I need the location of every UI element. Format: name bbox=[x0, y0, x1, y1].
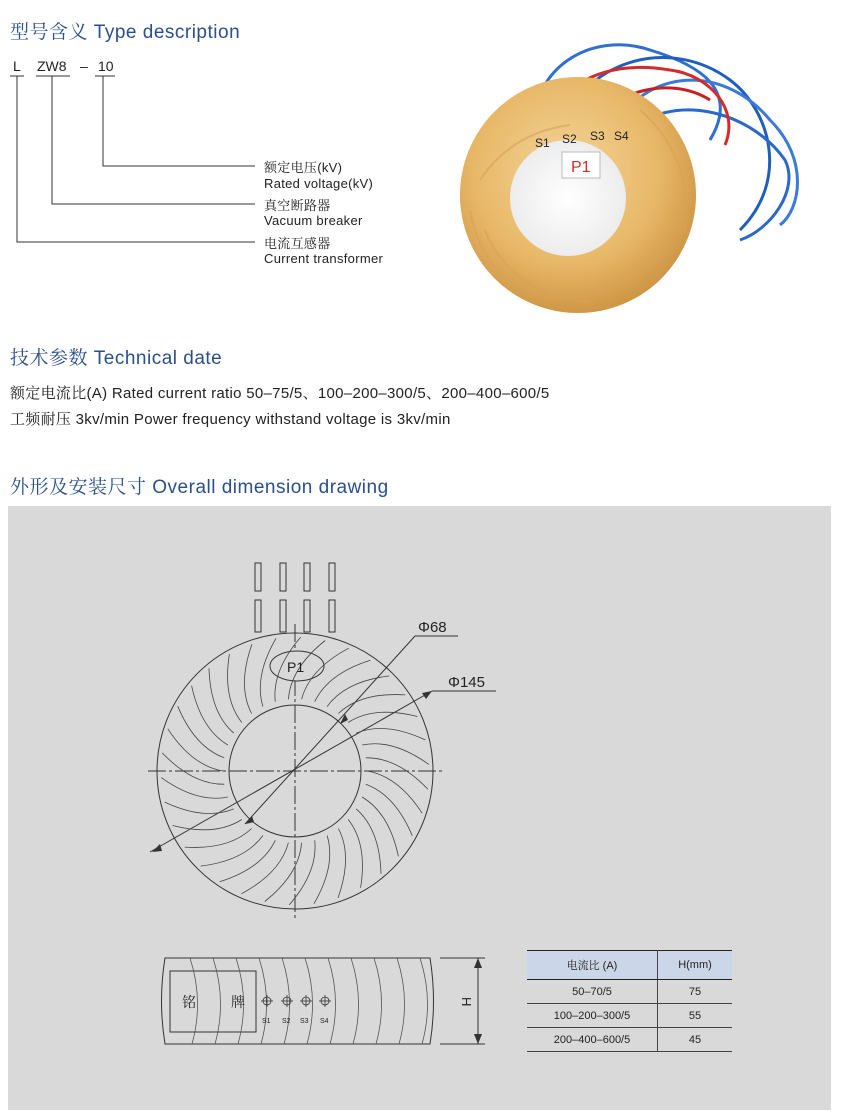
side-winding-line bbox=[374, 958, 382, 1044]
side-winding-line bbox=[351, 958, 359, 1044]
vacuum-breaker-en: Vacuum breaker bbox=[264, 213, 363, 228]
model-code-leader-lines bbox=[0, 0, 270, 250]
product-photo bbox=[440, 30, 840, 330]
winding-arc bbox=[356, 728, 425, 739]
table-row bbox=[527, 1004, 732, 1028]
phi-inner-label: Φ68 bbox=[418, 619, 447, 636]
vacuum-breaker-cn: 真空断路器 bbox=[264, 198, 331, 213]
ratio-height-table bbox=[527, 950, 732, 1052]
winding-arc bbox=[168, 729, 223, 771]
dimension-drawing-heading: 外形及安装尺寸 Overall dimension drawing bbox=[10, 477, 389, 498]
side-s3-label: S3 bbox=[300, 1018, 309, 1025]
table-header-row bbox=[527, 951, 732, 980]
winding-arc bbox=[338, 829, 346, 898]
winding-arc bbox=[265, 843, 302, 902]
winding-arc bbox=[348, 820, 362, 888]
winding-arc bbox=[362, 744, 429, 765]
code-zw8: ZW8 bbox=[37, 58, 67, 74]
ratio-cell: 200–400–600/5 bbox=[527, 1028, 658, 1052]
side-winding-line bbox=[420, 958, 428, 1044]
winding-arc bbox=[289, 840, 315, 905]
code-l: L bbox=[13, 58, 21, 74]
drawing-p1-label: P1 bbox=[287, 659, 305, 675]
photo-terminal-s3: S3 bbox=[590, 129, 605, 143]
photo-terminal-s1: S1 bbox=[535, 136, 550, 150]
winding-arc bbox=[209, 668, 234, 733]
code-10: 10 bbox=[98, 58, 114, 74]
winding-arc bbox=[348, 712, 417, 722]
type-description-heading: 型号含义 Type description bbox=[10, 22, 241, 43]
header-h: H(mm) bbox=[658, 951, 733, 980]
h-cell: 75 bbox=[658, 980, 733, 1004]
winding-arc bbox=[220, 840, 276, 882]
winding-arc bbox=[228, 654, 242, 722]
winding-arc bbox=[185, 829, 252, 848]
photo-p1-label: P1 bbox=[571, 159, 591, 176]
winding-arc bbox=[327, 676, 389, 707]
winding-arc bbox=[356, 809, 381, 874]
rated-voltage-cn: 额定电压(kV) bbox=[264, 160, 343, 175]
header-ratio: 电流比 (A) bbox=[527, 951, 658, 980]
winding-arc bbox=[201, 836, 263, 867]
side-s1-label: S1 bbox=[262, 1018, 271, 1025]
ratio-cell: 50–70/5 bbox=[527, 980, 658, 1004]
rated-voltage-en: Rated voltage(kV) bbox=[264, 176, 374, 191]
height-h-label: H bbox=[459, 997, 474, 1007]
h-cell: 55 bbox=[658, 1004, 733, 1028]
winding-arc bbox=[338, 695, 405, 714]
side-s4-label: S4 bbox=[320, 1018, 329, 1025]
rated-current-ratio-text: 额定电流比(A) Rated current ratio 50–75/5、100–200–300/5、200–400–600/5 bbox=[10, 385, 550, 402]
code-dash: – bbox=[80, 58, 88, 74]
withstand-voltage-text: 工频耐压 3kv/min Power frequency withstand voltage is 3kv/min bbox=[10, 411, 451, 428]
current-transformer-en: Current transformer bbox=[264, 251, 384, 266]
winding-arc bbox=[362, 797, 398, 856]
winding-arc bbox=[244, 644, 252, 713]
nameplate-left-char: 铭 bbox=[182, 994, 196, 1010]
winding-arc bbox=[161, 778, 228, 799]
table-row bbox=[527, 980, 732, 1004]
side-winding-line bbox=[397, 958, 405, 1044]
table-row bbox=[527, 1028, 732, 1052]
nameplate-right-char: 牌 bbox=[231, 994, 245, 1010]
photo-terminal-s4: S4 bbox=[614, 129, 629, 143]
phi-outer-label: Φ145 bbox=[448, 674, 485, 691]
h-cell: 45 bbox=[658, 1028, 733, 1052]
winding-arc bbox=[314, 836, 330, 904]
photo-terminal-s2: S2 bbox=[562, 132, 577, 146]
side-s2-label: S2 bbox=[282, 1018, 291, 1025]
winding-arc bbox=[173, 820, 242, 830]
technical-data-heading: 技术参数 Technical date bbox=[10, 348, 223, 369]
ratio-cell: 100–200–300/5 bbox=[527, 1004, 658, 1028]
winding-arc bbox=[367, 771, 422, 813]
winding-arc bbox=[165, 802, 234, 813]
winding-arc bbox=[192, 686, 228, 745]
current-transformer-cn: 电流互感器 bbox=[264, 236, 331, 251]
